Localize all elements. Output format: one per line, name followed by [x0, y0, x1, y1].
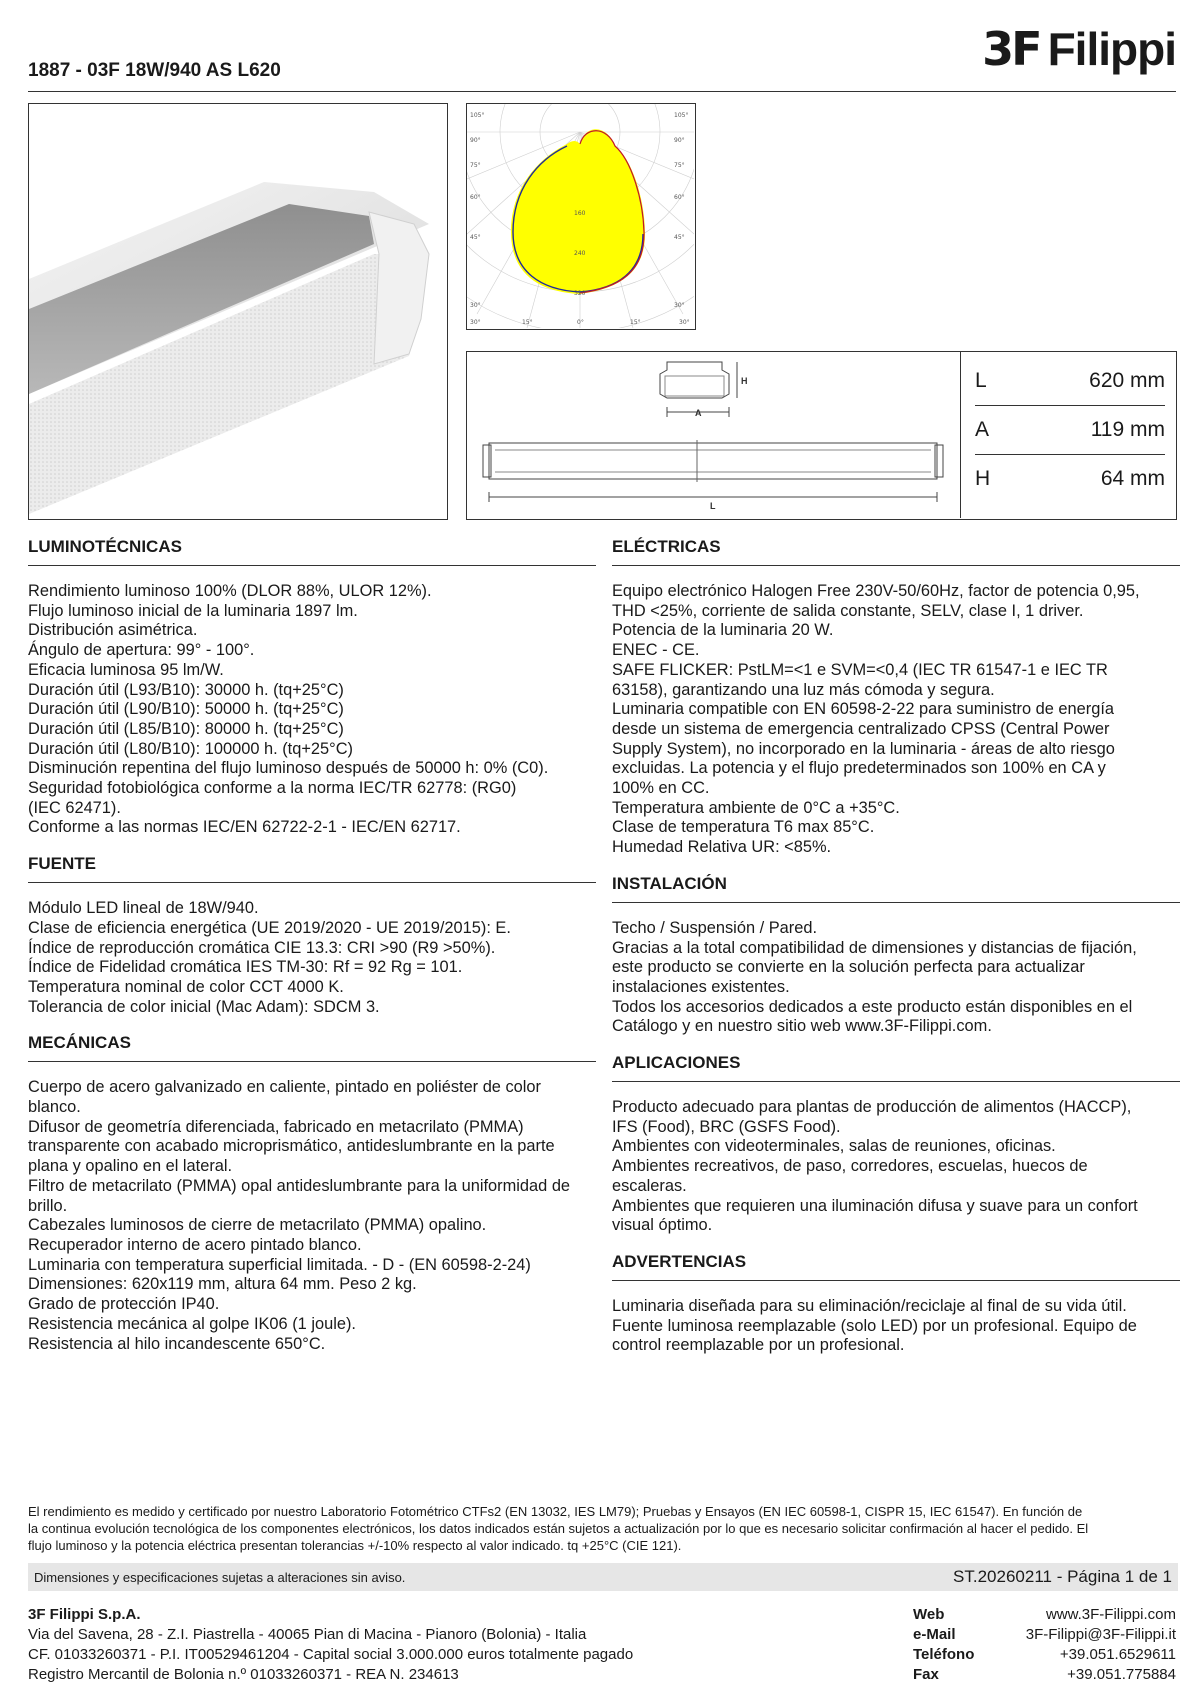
spec-line: Recuperador interno de acero pintado blanco. — [28, 1235, 362, 1254]
spec-line: Luminaria diseñada para su eliminación/reciclaje al final de su vida útil. — [612, 1296, 1127, 1315]
dimension-key: A — [975, 418, 990, 441]
polar-angle-left-0: 105° — [470, 112, 485, 119]
phone-value: +39.051.6529611 — [1059, 1646, 1176, 1663]
drawing-label-h: H — [741, 376, 748, 386]
spec-line: instalaciones existentes. — [612, 977, 790, 996]
spec-line: escaleras. — [612, 1176, 687, 1195]
spec-section — [28, 854, 596, 1017]
spec-line: Ambientes recreativos, de paso, corredores, escuelas, huecos de — [612, 1157, 1088, 1176]
spec-section — [612, 874, 1180, 1037]
spec-line: Tolerancia de color inicial (Mac Adam): SDCM 3. — [28, 997, 380, 1016]
drawing-label-a: A — [695, 408, 702, 418]
spec-line: Temperatura nominal de color CCT 4000 K. — [28, 977, 344, 996]
dimension-value: 119 mm — [1090, 418, 1165, 441]
spec-line: Rendimiento luminoso 100% (DLOR 88%, ULOR 12%). — [28, 582, 432, 600]
company-info — [28, 1605, 633, 1685]
polar-angle-right-5: 30° — [674, 302, 685, 309]
spec-line: Filtro de metacrilato (PMMA) opal antideslumbrante para la uniformidad de — [28, 1176, 571, 1195]
spec-line: ENEC - CE. — [612, 641, 700, 660]
section-heading: INSTALACIÓN — [612, 874, 1180, 903]
spec-line: control reemplazable por un profesional. — [612, 1336, 905, 1355]
spec-line: Producto adecuado para plantas de producción de alimentos (HACCP), — [612, 1098, 1132, 1117]
dimensions-table — [975, 357, 1165, 503]
polar-angle-left-3: 60° — [470, 194, 481, 201]
spec-line: excluidas. La potencia y el flujo predeterminados son 100% en CA y — [612, 759, 1106, 778]
polar-angle-right-3: 60° — [674, 194, 685, 201]
spec-line: Clase de temperatura T6 max 85°C. — [612, 818, 875, 837]
dimension-value: 64 mm — [1100, 467, 1165, 490]
polar-bottom-tick-2: 0° — [577, 319, 584, 326]
spec-line: Disminución repentina del flujo luminoso después de 50000 h: 0% (C0). — [28, 759, 549, 778]
spec-line: 100% en CC. — [612, 779, 710, 798]
spec-line: Resistencia mecánica al golpe IK06 (1 joule). — [28, 1314, 356, 1333]
spec-section — [612, 1252, 1180, 1356]
spec-line: plana y opalino en el lateral. — [28, 1157, 233, 1176]
polar-angle-left-1: 90° — [470, 137, 481, 144]
section-body — [28, 899, 596, 1017]
spec-line: Índice de Fidelidad cromática IES TM-30: Rf = 92 Rg = 101. — [28, 958, 463, 977]
section-outline — [660, 362, 729, 398]
section-body — [612, 1297, 1180, 1356]
spec-line: Eficacia luminosa 95 lm/W. — [28, 660, 224, 679]
contact-key: e-Mail — [913, 1626, 956, 1643]
spec-line: Fuente luminosa reemplazable (solo LED) por un profesional. Equipo de — [612, 1316, 1137, 1335]
spec-line: THD <25%, corriente de salida constante, SELV, clase I, 1 driver. — [612, 601, 1084, 620]
spec-line: transparente con acabado microprismático, antideslumbrante en la parte — [28, 1137, 555, 1156]
dimension-row — [975, 357, 1165, 406]
spec-line: Distribución asimétrica. — [28, 621, 198, 640]
polar-angle-left-2: 75° — [470, 162, 481, 169]
spec-section — [612, 1053, 1180, 1236]
spec-line: Clase de eficiencia energética (UE 2019/2020 - UE 2019/2015): E. — [28, 918, 511, 937]
section-body — [28, 582, 596, 838]
section-heading: ELÉCTRICAS — [612, 537, 1180, 566]
spec-line: Módulo LED lineal de 18W/940. — [28, 899, 259, 918]
spec-line: Equipo electrónico Halogen Free 230V-50/60Hz, factor de potencia 0,95, — [612, 582, 1140, 600]
spec-line: visual óptimo. — [612, 1216, 713, 1235]
product-image — [28, 103, 448, 520]
logo-wordmark: Filippi — [1047, 23, 1176, 75]
footnote-line: flujo luminoso y la potencia eléctrica presentan tolerancias +/-10% respecto al valor indicado. tq +25°C (CIE 121). — [28, 1538, 682, 1553]
spec-line: Techo / Suspensión / Pared. — [612, 918, 818, 937]
contact-key: Fax — [913, 1666, 939, 1683]
luminaire-photo — [29, 104, 446, 518]
contact-row-web — [913, 1605, 1176, 1625]
spec-line: Duración útil (L85/B10): 80000 h. (tq+25°C) — [28, 719, 344, 738]
spec-line: Catálogo y en nuestro sitio web www.3F-Filippi.com. — [612, 1017, 992, 1036]
header-divider — [28, 91, 1176, 92]
fax-value: +39.051.775884 — [1067, 1666, 1176, 1683]
spec-line: Supply System), no incorporado en la luminaria - áreas de alto riesgo — [612, 739, 1115, 758]
spec-line: Resistencia al hilo incandescente 650°C. — [28, 1334, 326, 1353]
spec-line: este producto se convierte en la solución perfecta para actualizar — [612, 958, 1085, 977]
page-number: ST.20260211 - Página 1 de 1 — [953, 1567, 1172, 1586]
section-body — [612, 582, 1180, 858]
dimension-panel-divider — [960, 352, 961, 518]
polar-angle-left-5: 30° — [470, 302, 481, 309]
contact-key: Teléfono — [913, 1646, 975, 1663]
spec-line: Potencia de la luminaria 20 W. — [612, 621, 834, 640]
spec-line: Flujo luminoso inicial de la luminaria 1897 lm. — [28, 601, 358, 620]
section-heading: ADVERTENCIAS — [612, 1252, 1180, 1281]
polar-bottom-tick-4: 30° — [679, 319, 690, 326]
polar-angle-right-1: 90° — [674, 137, 685, 144]
disclaimer-bar — [28, 1563, 1178, 1591]
web-link[interactable]: www.3F-Filippi.com — [1045, 1606, 1176, 1623]
polar-ring-label-0: 160 — [574, 210, 586, 217]
dimension-key: H — [975, 467, 991, 490]
spec-line: Luminaria con temperatura superficial limitada. - D - (EN 60598-2-24) — [28, 1255, 531, 1274]
spec-line: Gracias a la total compatibilidad de dimensiones y distancias de fijación, — [612, 938, 1137, 957]
spec-line: brillo. — [28, 1196, 68, 1215]
spec-line: Conforme a las normas IEC/EN 62722-2-1 - IEC/EN 62717. — [28, 818, 461, 837]
brand-logo — [982, 22, 1176, 76]
section-inner — [665, 376, 724, 396]
drawing-label-l: L — [710, 501, 716, 511]
spec-line: Ambientes con videoterminales, salas de reuniones, oficinas. — [612, 1137, 1056, 1156]
dimension-value: 620 mm — [1089, 369, 1165, 392]
spec-line: Cuerpo de acero galvanizado en caliente, pintado en poliéster de color — [28, 1078, 542, 1097]
spec-line: (IEC 62471). — [28, 798, 121, 817]
body-outline — [489, 443, 937, 479]
contacts — [913, 1605, 1176, 1685]
section-heading: APLICACIONES — [612, 1053, 1180, 1082]
spec-line: Seguridad fotobiológica conforme a la norma IEC/TR 62778: (RG0) — [28, 779, 517, 798]
polar-diagram — [466, 103, 696, 330]
spec-line: blanco. — [28, 1098, 81, 1117]
spec-line: Dimensiones: 620x119 mm, altura 64 mm. Peso 2 kg. — [28, 1275, 417, 1294]
section-body — [612, 919, 1180, 1037]
email-link[interactable]: 3F-Filippi@3F-Filippi.it — [1025, 1626, 1176, 1643]
contact-row-phone — [913, 1645, 1176, 1665]
contact-key: Web — [913, 1606, 945, 1623]
polar-angle-right-0: 105° — [674, 112, 689, 119]
polar-angle-right-2: 75° — [674, 162, 685, 169]
spec-line: SAFE FLICKER: PstLM=<1 e SVM=<0,4 (IEC TR 61547-1 e IEC TR — [612, 660, 1108, 679]
footnote-line: la continua evolución tecnológica de los componentes electrónicos, los datos indicados están sujetos a actualización por lo que es necesario solicitar confirmación al hacer el pedido. El — [28, 1521, 1089, 1536]
spec-line: Todos los accesorios dedicados a este producto están disponibles en el — [612, 997, 1133, 1016]
polar-bottom-tick-0: 30° — [470, 319, 481, 326]
polar-angle-right-4: 45° — [674, 234, 685, 241]
company-name: 3F Filippi S.p.A. — [28, 1606, 141, 1623]
spec-line: Ambientes que requieren una iluminación difusa y suave para un confort — [612, 1196, 1138, 1215]
spec-line: Cabezales luminosos de cierre de metacrilato (PMMA) opalino. — [28, 1216, 487, 1235]
spec-line: Luminaria compatible con EN 60598-2-22 para suministro de energía — [612, 700, 1115, 719]
spec-line: Duración útil (L90/B10): 50000 h. (tq+25°C) — [28, 700, 344, 719]
spec-section — [612, 537, 1180, 858]
technical-drawing — [467, 352, 959, 518]
polar-ring-label-1: 240 — [574, 250, 586, 257]
contact-row-fax — [913, 1665, 1176, 1685]
spec-line: Difusor de geometría diferenciada, fabricado en metacrilato (PMMA) — [28, 1117, 524, 1136]
polar-bottom-tick-1: 15° — [522, 319, 533, 326]
section-body — [28, 1078, 596, 1354]
left-column — [28, 537, 596, 1370]
company-tax: CF. 01033260371 - P.I. IT00529461204 - Capital social 3.000.000 euros totalmente pagado — [28, 1646, 634, 1663]
dimension-row — [975, 455, 1165, 503]
spec-line: Duración útil (L93/B10): 30000 h. (tq+25°C) — [28, 680, 344, 699]
spec-section — [28, 537, 596, 838]
spec-line: Humedad Relativa UR: <85%. — [612, 838, 832, 857]
dimension-row — [975, 406, 1165, 455]
section-heading: MECÁNICAS — [28, 1033, 596, 1062]
company-address: Via del Savena, 28 - Z.I. Piastrella - 40065 Pian di Macina - Pianoro (Bolonia) - Italia — [28, 1626, 587, 1643]
spec-line: IFS (Food), BRC (GSFS Food). — [612, 1117, 841, 1136]
section-body — [612, 1098, 1180, 1236]
contact-row-email — [913, 1625, 1176, 1645]
spec-section — [28, 1033, 596, 1354]
dimension-key: L — [975, 369, 987, 392]
spec-line: Grado de protección IP40. — [28, 1295, 220, 1314]
company-registry: Registro Mercantil de Bolonia n.º 01033260371 - REA N. 234613 — [28, 1666, 459, 1683]
disclaimer-text: Dimensiones y especificaciones sujetas a alteraciones sin aviso. — [34, 1569, 406, 1585]
polar-chart — [467, 104, 694, 328]
polar-bottom-tick-3: 15° — [630, 319, 641, 326]
product-title: 1887 - 03F 18W/940 AS L620 — [28, 60, 281, 81]
right-column — [612, 537, 1180, 1372]
polar-ring-label-2: 320 — [574, 290, 586, 297]
spec-line: Temperatura ambiente de 0°C a +35°C. — [612, 798, 900, 817]
spec-line: desde un sistema de emergencia centralizado CPSS (Central Power — [612, 719, 1110, 738]
footnote-line: El rendimiento es medido y certificado por nuestro Laboratorio Fotométrico CTFs2 (EN 13032, IES LM79); Pruebas y Ensayos (EN IEC 60598-1, CISPR 15, IEC 61547). En función de — [28, 1504, 1083, 1519]
spec-line: Ángulo de apertura: 99° - 100°. — [28, 641, 255, 660]
footnote — [28, 1503, 1173, 1554]
logo-mark: 3F — [982, 22, 1040, 76]
spec-line: Duración útil (L80/B10): 100000 h. (tq+25°C) — [28, 739, 353, 758]
section-heading: LUMINOTÉCNICAS — [28, 537, 596, 566]
polar-angle-left-4: 45° — [470, 234, 481, 241]
section-heading: FUENTE — [28, 854, 596, 883]
spec-line: 63158), garantizando una luz más cómoda y segura. — [612, 680, 995, 699]
spec-line: Índice de reproducción cromática CIE 13.3: CRI >90 (R9 >50%). — [28, 938, 496, 957]
